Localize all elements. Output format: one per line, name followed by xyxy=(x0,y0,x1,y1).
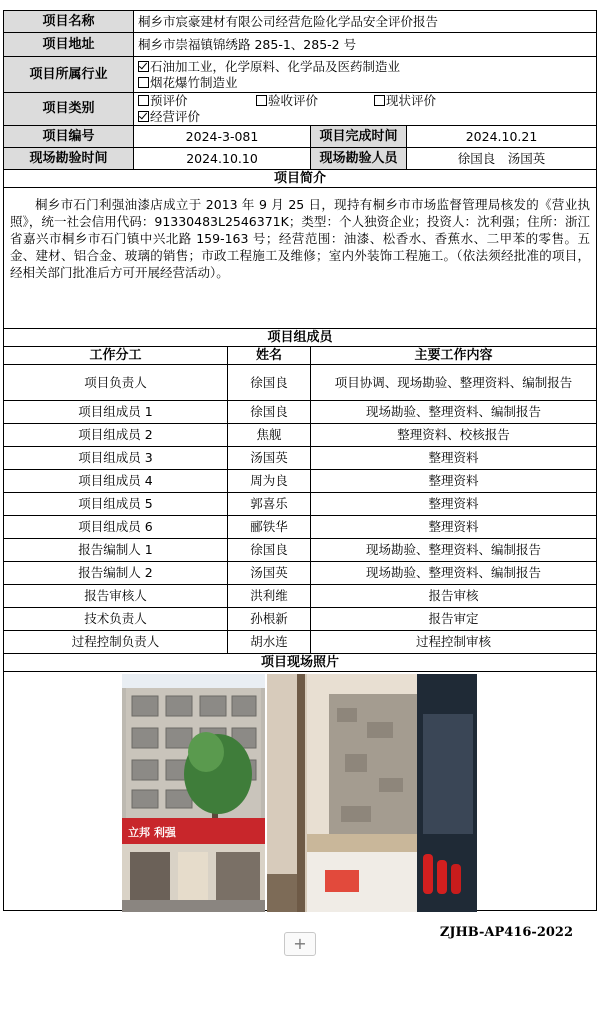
member-role: 项目组成员 3 xyxy=(4,447,228,470)
intro-row xyxy=(4,188,597,329)
industry-row xyxy=(4,57,597,93)
project-type-option-label: 经营评价 xyxy=(150,109,201,124)
member-work: 整理资料 xyxy=(311,516,597,539)
industry-label: 项目所属行业 xyxy=(4,57,134,93)
member-role: 项目组成员 4 xyxy=(4,470,228,493)
industry-option-label: 石油加工业，化学原料、化学品及医药制造业 xyxy=(150,58,401,74)
site-photo-interior xyxy=(267,674,477,912)
member-name: 汤国英 xyxy=(228,562,311,585)
project-type-option xyxy=(256,93,374,109)
member-name: 郦铁华 xyxy=(228,516,311,539)
table-row xyxy=(4,365,597,401)
project-type-option-label: 预评价 xyxy=(150,93,188,108)
member-name: 徐国良 xyxy=(228,539,311,562)
member-name: 徐国良 xyxy=(228,401,311,424)
photos-row xyxy=(4,672,597,911)
table-row xyxy=(4,631,597,654)
photos-title-row xyxy=(4,654,597,672)
project-type-option xyxy=(374,93,492,109)
intro-text: 桐乡市石门利强油漆店成立于 2013 年 9 月 25 日，现持有桐乡市市场监督管理局核发的《营业执照》，统一社会信用代码：91330483L2546371K；类型：个人独资企业；投资人：沈利强；住所：浙江省嘉兴市桐乡市石门镇中兴北路 159-163 号；经营范围：油漆、松香水、香蕉水、二甲苯的零售。五金、建材、铝合金、玻璃的销售；市政工程施工及维修；室内外装饰工程施工。（依法须经批准的项目，经相关部门批准后方可开展经营活动）。 xyxy=(4,188,597,329)
table-row xyxy=(4,493,597,516)
intro-title: 项目简介 xyxy=(4,170,597,188)
checkbox-empty-icon[interactable] xyxy=(256,95,267,106)
member-name: 汤国英 xyxy=(228,447,311,470)
member-role: 报告编制人 1 xyxy=(4,539,228,562)
checkbox-empty-icon[interactable] xyxy=(138,77,149,88)
member-name: 徐国良 xyxy=(228,365,311,401)
member-work: 整理资料、校核报告 xyxy=(311,424,597,447)
survey-time-label: 现场勘验时间 xyxy=(4,148,134,170)
member-work: 项目协调、现场勘验、整理资料、编制报告 xyxy=(311,365,597,401)
site-photo-storefront xyxy=(122,674,265,912)
survey-person-value: 徐国良 汤国英 xyxy=(407,148,597,170)
member-work: 整理资料 xyxy=(311,470,597,493)
member-role: 技术负责人 xyxy=(4,608,228,631)
project-type-option xyxy=(138,109,256,125)
member-work: 现场勘验、整理资料、编制报告 xyxy=(311,401,597,424)
document-code: ZJHB-AP416-2022 xyxy=(439,925,573,940)
member-work: 报告审核 xyxy=(311,585,597,608)
member-name: 郭喜乐 xyxy=(228,493,311,516)
column-header-role: 工作分工 xyxy=(4,347,228,365)
member-role: 过程控制负责人 xyxy=(4,631,228,654)
report-sheet xyxy=(3,10,596,911)
project-address-label: 项目地址 xyxy=(4,33,134,57)
table-row xyxy=(4,516,597,539)
table-row xyxy=(4,585,597,608)
member-work: 现场勘验、整理资料、编制报告 xyxy=(311,539,597,562)
member-role: 项目组成员 6 xyxy=(4,516,228,539)
project-name-value: 桐乡市宸豪建材有限公司经营危险化学品安全评价报告 xyxy=(134,11,597,33)
project-type-options xyxy=(134,93,597,126)
member-role: 项目组成员 2 xyxy=(4,424,228,447)
member-role: 报告编制人 2 xyxy=(4,562,228,585)
member-rows xyxy=(4,365,597,654)
project-type-label: 项目类别 xyxy=(4,93,134,126)
member-work: 整理资料 xyxy=(311,493,597,516)
intro-title-row xyxy=(4,170,597,188)
members-header-row xyxy=(4,347,597,365)
members-title: 项目组成员 xyxy=(4,329,597,347)
table-row xyxy=(4,424,597,447)
member-role: 报告审核人 xyxy=(4,585,228,608)
industry-options xyxy=(134,57,597,93)
project-number-value: 2024-3-081 xyxy=(134,126,311,148)
member-work: 过程控制审核 xyxy=(311,631,597,654)
report-table xyxy=(3,10,597,911)
project-type-option-label: 验收评价 xyxy=(268,93,319,108)
industry-option xyxy=(138,59,592,75)
table-row xyxy=(4,608,597,631)
shop-sign-text: 立邦 利强 xyxy=(128,826,176,839)
project-type-option-label: 现状评价 xyxy=(386,93,437,108)
member-work: 整理资料 xyxy=(311,447,597,470)
table-row xyxy=(4,539,597,562)
checkbox-empty-icon[interactable] xyxy=(374,95,385,106)
member-name: 洪利维 xyxy=(228,585,311,608)
table-row xyxy=(4,470,597,493)
members-title-row xyxy=(4,329,597,347)
member-name: 胡水连 xyxy=(228,631,311,654)
member-work: 报告审定 xyxy=(311,608,597,631)
member-name: 焦舰 xyxy=(228,424,311,447)
type-row xyxy=(4,93,597,126)
project-name-label: 项目名称 xyxy=(4,11,134,33)
photos-cell xyxy=(4,672,597,911)
member-work: 现场勘验、整理资料、编制报告 xyxy=(311,562,597,585)
finish-time-value: 2024.10.21 xyxy=(407,126,597,148)
checkbox-checked-icon[interactable] xyxy=(138,111,149,122)
table-row xyxy=(4,562,597,585)
member-role: 项目组成员 1 xyxy=(4,401,228,424)
checkbox-empty-icon[interactable] xyxy=(138,95,149,106)
member-name: 周为良 xyxy=(228,470,311,493)
table-row xyxy=(4,447,597,470)
number-row xyxy=(4,126,597,148)
project-address-value: 桐乡市崇福镇锦绣路 285-1、285-2 号 xyxy=(134,33,597,57)
address-row xyxy=(4,33,597,57)
table-row xyxy=(4,401,597,424)
finish-time-label: 项目完成时间 xyxy=(311,126,407,148)
column-header-work: 主要工作内容 xyxy=(311,347,597,365)
member-role: 项目组成员 5 xyxy=(4,493,228,516)
project-number-label: 项目编号 xyxy=(4,126,134,148)
project-type-option xyxy=(138,93,256,109)
column-header-name: 姓名 xyxy=(228,347,311,365)
checkbox-checked-icon[interactable] xyxy=(138,61,149,72)
industry-option xyxy=(138,75,592,91)
member-name: 孙根新 xyxy=(228,608,311,631)
survey-time-value: 2024.10.10 xyxy=(134,148,311,170)
industry-option-label: 烟花爆竹制造业 xyxy=(150,74,238,90)
name-row xyxy=(4,11,597,33)
survey-person-label: 现场勘验人员 xyxy=(311,148,407,170)
photos-title: 项目现场照片 xyxy=(4,654,597,672)
add-button[interactable]: + xyxy=(284,932,316,956)
member-role: 项目负责人 xyxy=(4,365,228,401)
survey-row xyxy=(4,148,597,170)
